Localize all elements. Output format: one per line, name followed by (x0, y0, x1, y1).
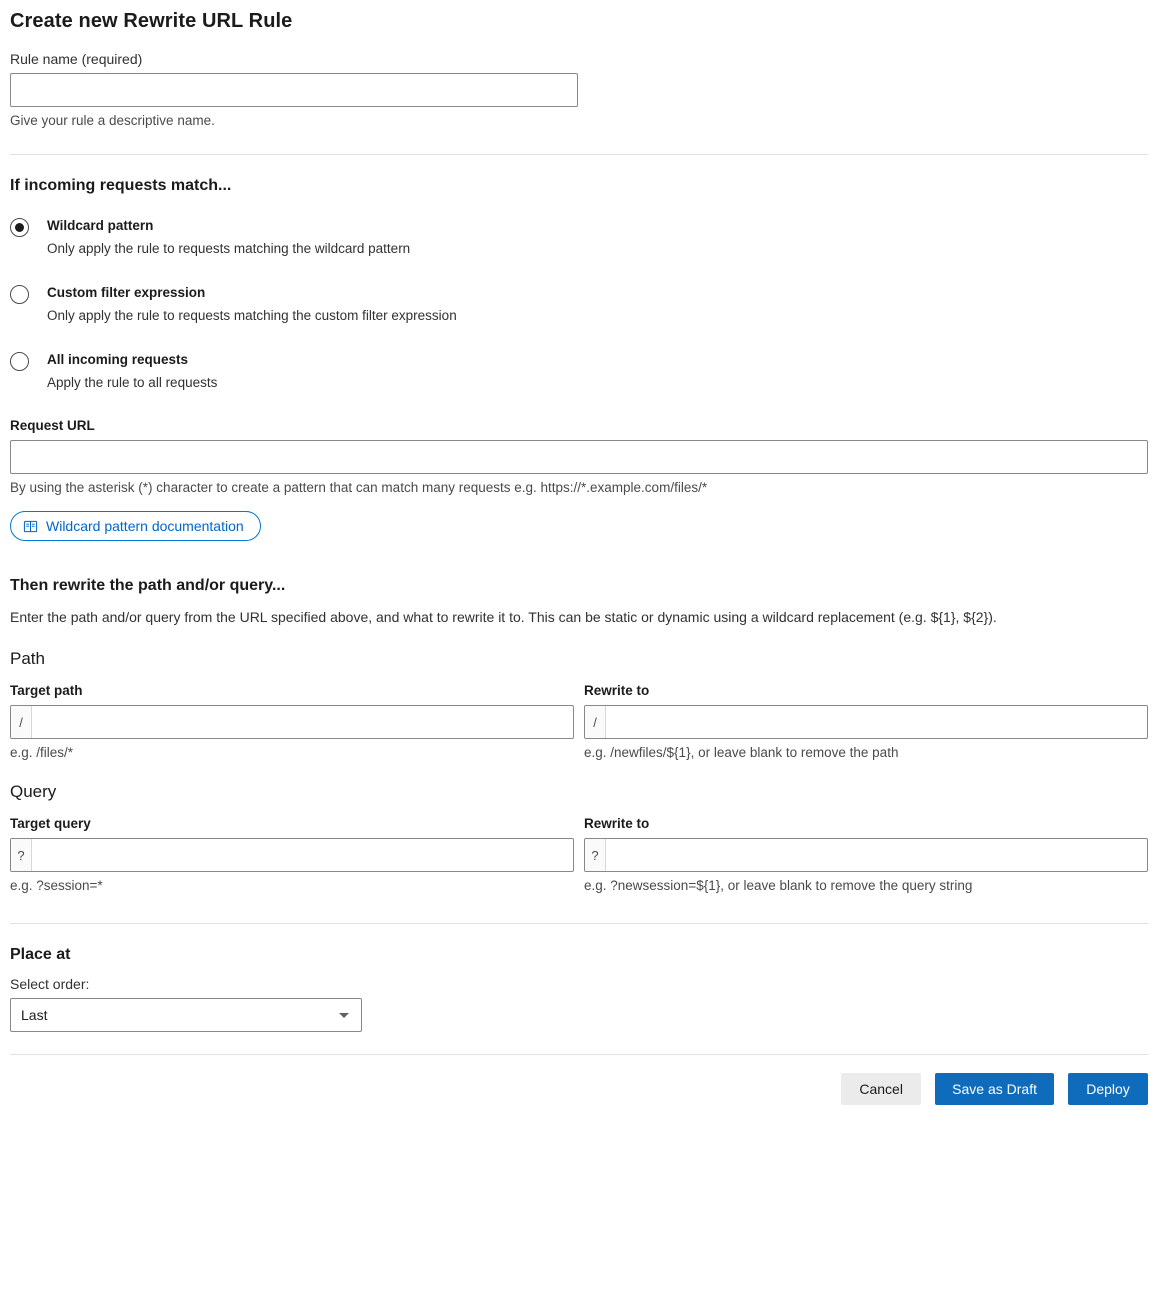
rule-name-helper: Give your rule a descriptive name. (10, 113, 215, 128)
target-path-field-group (10, 683, 574, 760)
divider-top (10, 154, 1148, 155)
rewrite-section-title: Then rewrite the path and/or query... (10, 577, 286, 594)
page-title: Create new Rewrite URL Rule (10, 10, 293, 32)
target-query-field-group (10, 816, 574, 893)
path-rewrite-to-field-group (584, 683, 1148, 760)
chevron-down-icon[interactable] (339, 1013, 349, 1018)
save-as-draft-button[interactable]: Save as Draft (935, 1073, 1054, 1105)
target-path-input-wrapper[interactable] (10, 705, 574, 739)
target-path-input[interactable] (32, 706, 573, 738)
query-rewrite-to-helper: e.g. ?newsession=${1}, or leave blank to remove the query string (584, 878, 973, 893)
query-fields-row (10, 816, 1148, 893)
radio-indicator-wildcard-pattern[interactable] (10, 218, 29, 237)
target-path-prefix: / (11, 706, 32, 738)
path-rewrite-to-helper: e.g. /newfiles/${1}, or leave blank to remove the path (584, 745, 899, 760)
radio-description-wildcard-pattern: Only apply the rule to requests matching the wildcard pattern (47, 241, 411, 256)
request-url-field-group (10, 418, 1148, 551)
path-group-title: Path (10, 649, 45, 668)
target-query-input-wrapper[interactable] (10, 838, 574, 872)
path-rewrite-to-label: Rewrite to (584, 683, 650, 698)
path-rewrite-to-prefix: / (585, 706, 606, 738)
target-query-prefix: ? (11, 839, 32, 871)
radio-option-custom-filter-expression[interactable] (10, 284, 1148, 325)
radio-indicator-custom-filter-expression[interactable] (10, 285, 29, 304)
deploy-button[interactable]: Deploy (1068, 1073, 1148, 1105)
radio-label-all-incoming-requests: All incoming requests (47, 352, 189, 367)
rule-name-label: Rule name (required) (10, 51, 143, 67)
query-rewrite-to-field-group (584, 816, 1148, 893)
path-fields-row (10, 683, 1148, 760)
radio-description-custom-filter-expression: Only apply the rule to requests matching the custom filter expression (47, 308, 457, 323)
target-query-input[interactable] (32, 839, 573, 871)
radio-option-wildcard-pattern[interactable] (10, 217, 1148, 258)
path-rewrite-to-input-wrapper[interactable] (584, 705, 1148, 739)
wildcard-pattern-documentation-link[interactable] (10, 511, 261, 541)
match-section-title: If incoming requests match... (10, 177, 232, 194)
target-path-label: Target path (10, 683, 83, 698)
radio-option-all-incoming-requests[interactable] (10, 351, 1148, 392)
request-url-input[interactable] (10, 440, 1148, 474)
query-rewrite-to-label: Rewrite to (584, 816, 650, 831)
select-order-dropdown[interactable] (10, 998, 362, 1032)
request-url-helper: By using the asterisk (*) character to create a pattern that can match many requests e.g. https://*.example.com/files/* (10, 480, 708, 495)
select-order-label: Select order: (10, 976, 90, 992)
request-url-label: Request URL (10, 418, 95, 433)
target-path-helper: e.g. /files/* (10, 745, 74, 760)
radio-label-wildcard-pattern: Wildcard pattern (47, 218, 154, 233)
radio-indicator-all-incoming-requests[interactable] (10, 352, 29, 371)
target-query-label: Target query (10, 816, 91, 831)
rewrite-section-intro: Enter the path and/or query from the URL specified above, and what to rewrite it to. This can be static or dynamic using a wildcard replacement (e.g. ${1}, ${2}). (10, 609, 997, 625)
rule-name-input[interactable] (10, 73, 578, 107)
radio-description-all-incoming-requests: Apply the rule to all requests (47, 375, 218, 390)
radio-label-custom-filter-expression: Custom filter expression (47, 285, 206, 300)
wildcard-pattern-documentation-label: Wildcard pattern documentation (46, 518, 244, 534)
path-rewrite-to-input[interactable] (606, 706, 1147, 738)
rule-name-field-group (10, 51, 1148, 128)
query-rewrite-to-prefix: ? (585, 839, 606, 871)
select-order-value: Last (21, 1007, 48, 1023)
query-rewrite-to-input-wrapper[interactable] (584, 838, 1148, 872)
query-group-title: Query (10, 782, 57, 801)
form-actions (10, 1054, 1148, 1119)
cancel-button[interactable]: Cancel (841, 1073, 921, 1105)
book-icon (23, 519, 38, 534)
place-at-title: Place at (10, 946, 71, 963)
match-mode-radio-group (10, 217, 1148, 392)
target-query-helper: e.g. ?session=* (10, 878, 103, 893)
divider-place-at (10, 923, 1148, 924)
create-rewrite-url-rule-page (0, 10, 1158, 1119)
query-rewrite-to-input[interactable] (606, 839, 1147, 871)
